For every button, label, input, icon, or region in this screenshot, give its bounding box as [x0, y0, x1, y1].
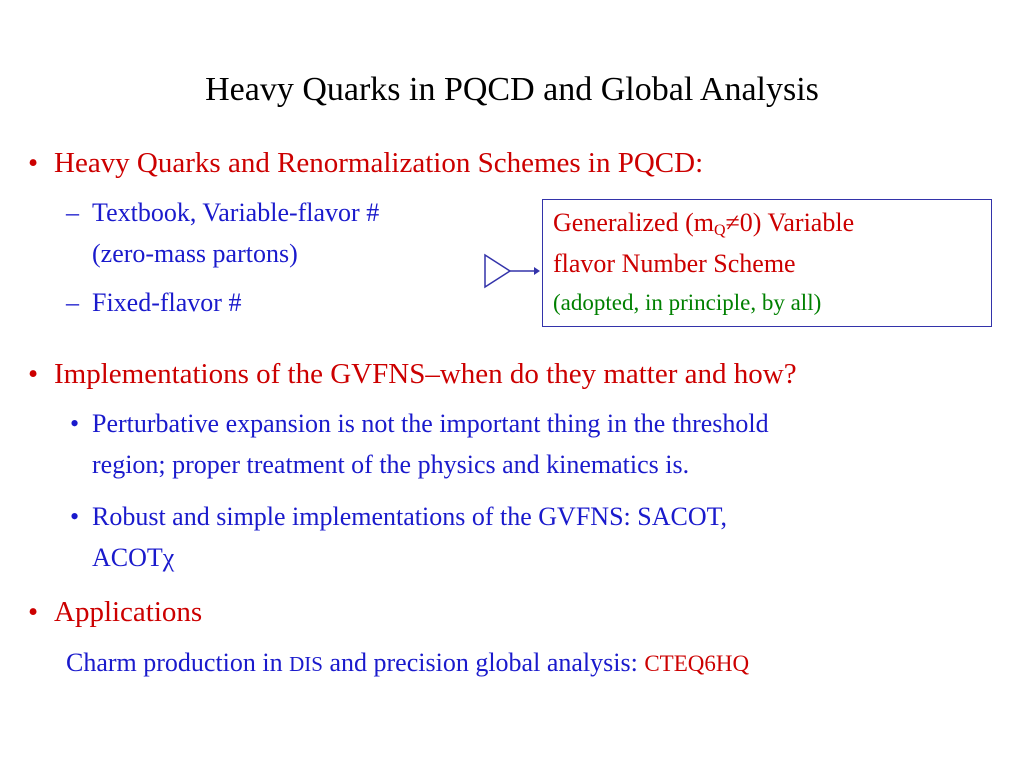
callout-line-1: Generalized $(m_Q\ne 0)$ Variable	[553, 208, 855, 239]
list-item-robust: Robust and simple implementations of the GVFNS: SACOT,	[92, 502, 728, 531]
cteq6hq-label: CTEQ6HQ	[644, 651, 750, 676]
slide-title: Heavy Quarks in PQCD and Global Analysis	[205, 71, 819, 108]
applications-text: Charm production in DIS and precision global analysis: CTEQ6HQ	[66, 648, 750, 677]
list-item-fixed-flavor: Fixed-flavor #	[92, 288, 242, 317]
bullet-marker: •	[70, 409, 80, 438]
callout-note: (adopted, in principle, by all)	[553, 290, 822, 315]
bullet-marker: •	[28, 596, 39, 628]
list-item-perturbative: Perturbative expansion is not the important thing in the threshold	[92, 409, 769, 438]
bullet-marker: •	[70, 502, 80, 531]
list-item-perturbative-cont: region; proper treatment of the physics and kinematics is.	[92, 450, 690, 479]
section-heading-applications: Applications	[54, 596, 203, 628]
bullet-marker: •	[28, 358, 39, 390]
gvfns-callout-box	[542, 199, 992, 327]
section-heading-schemes: Heavy Quarks and Renormalization Schemes in PQCD:	[54, 147, 704, 179]
list-item-robust-cont: ACOTχ	[92, 543, 175, 572]
list-item-textbook: Textbook, Variable-flavor #	[92, 198, 380, 227]
bullet-marker: •	[28, 147, 39, 179]
section-heading-implementations: Implementations of the GVFNS–when do they matter and how?	[54, 358, 797, 390]
arrow-right-icon	[482, 253, 542, 289]
callout-line-2: flavor Number Scheme	[553, 249, 796, 278]
list-item-textbook-cont: (zero-mass partons)	[92, 239, 298, 268]
dash-marker: –	[66, 288, 79, 317]
dash-marker: –	[66, 198, 79, 227]
